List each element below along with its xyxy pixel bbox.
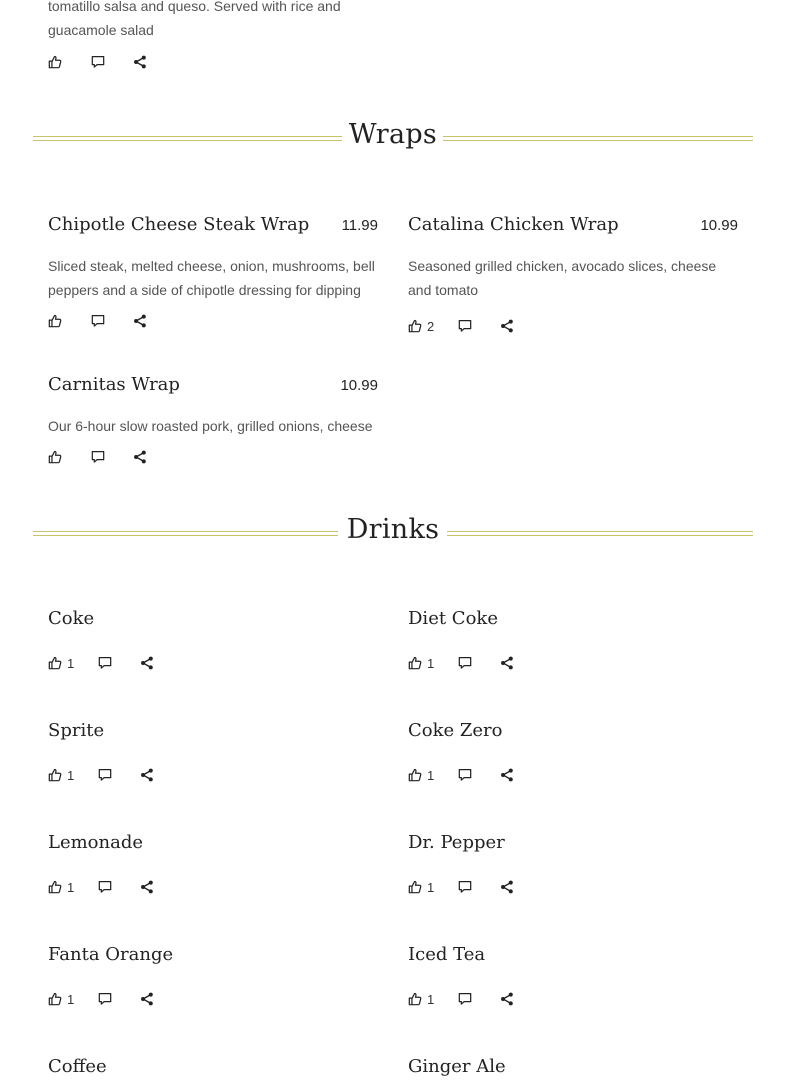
thumbs-up-icon bbox=[48, 992, 62, 1006]
share-icon bbox=[133, 314, 147, 328]
comment-button[interactable] bbox=[98, 656, 112, 670]
share-button[interactable] bbox=[133, 450, 147, 464]
thumbs-up-icon bbox=[408, 880, 422, 894]
like-button[interactable] bbox=[48, 314, 62, 328]
item-price: 10.99 bbox=[340, 377, 378, 394]
item-description: tomatillo salsa and queso. Served with rice and guacamole salad bbox=[48, 0, 341, 38]
section-header-wraps bbox=[33, 118, 753, 158]
item-name: Lemonade bbox=[48, 832, 144, 853]
like-button[interactable] bbox=[48, 450, 62, 464]
like-button[interactable] bbox=[408, 992, 434, 1007]
comment-button[interactable] bbox=[458, 880, 472, 894]
item-name: Coke Zero bbox=[408, 720, 503, 741]
comment-icon bbox=[98, 768, 112, 782]
item-actions bbox=[408, 767, 514, 783]
share-icon bbox=[500, 992, 514, 1006]
like-count: 1 bbox=[427, 879, 435, 895]
like-count: 1 bbox=[67, 991, 75, 1007]
thumbs-up-icon bbox=[48, 880, 62, 894]
comment-icon bbox=[458, 656, 472, 670]
comment-icon bbox=[458, 768, 472, 782]
like-count: 1 bbox=[67, 767, 75, 783]
item-name: Carnitas Wrap bbox=[48, 374, 180, 395]
share-icon bbox=[140, 992, 154, 1006]
share-icon bbox=[500, 768, 514, 782]
comment-button[interactable] bbox=[91, 55, 105, 69]
comment-icon bbox=[458, 880, 472, 894]
share-button[interactable] bbox=[500, 768, 514, 782]
thumbs-up-icon bbox=[48, 314, 62, 328]
like-button[interactable] bbox=[48, 55, 62, 69]
divider bbox=[443, 136, 753, 141]
item-actions bbox=[408, 318, 514, 334]
like-button[interactable] bbox=[408, 880, 434, 895]
share-icon bbox=[500, 880, 514, 894]
comment-button[interactable] bbox=[458, 656, 472, 670]
share-button[interactable] bbox=[500, 880, 514, 894]
share-icon bbox=[140, 768, 154, 782]
share-button[interactable] bbox=[133, 314, 147, 328]
item-name: Diet Coke bbox=[408, 608, 498, 629]
item-price: 11.99 bbox=[341, 217, 378, 234]
section-header-drinks bbox=[33, 513, 753, 553]
item-price: 10.99 bbox=[700, 217, 738, 234]
comment-button[interactable] bbox=[458, 319, 472, 333]
share-icon bbox=[133, 450, 147, 464]
item-description: Seasoned grilled chicken, avocado slices, cheese and tomato bbox=[408, 258, 717, 298]
like-button[interactable] bbox=[408, 656, 434, 671]
thumbs-up-icon bbox=[408, 768, 422, 782]
like-button[interactable] bbox=[408, 319, 434, 334]
share-button[interactable] bbox=[140, 992, 154, 1006]
item-actions bbox=[48, 655, 154, 671]
item-description: Sliced steak, melted cheese, onion, mushrooms, bell peppers and a side of chipotle dressing for dipping bbox=[48, 258, 375, 298]
item-description: Our 6-hour slow roasted pork, grilled onions, cheese bbox=[48, 418, 373, 434]
item-actions bbox=[408, 991, 514, 1007]
item-actions bbox=[48, 449, 147, 465]
share-icon bbox=[133, 55, 147, 69]
comment-button[interactable] bbox=[98, 768, 112, 782]
thumbs-up-icon bbox=[408, 656, 422, 670]
item-actions bbox=[408, 879, 514, 895]
thumbs-up-icon bbox=[48, 450, 62, 464]
like-button[interactable] bbox=[48, 992, 74, 1007]
divider bbox=[447, 531, 753, 536]
thumbs-up-icon bbox=[408, 319, 422, 333]
share-icon bbox=[500, 656, 514, 670]
share-button[interactable] bbox=[500, 319, 514, 333]
thumbs-up-icon bbox=[408, 992, 422, 1006]
comment-icon bbox=[91, 450, 105, 464]
comment-icon bbox=[91, 314, 105, 328]
like-count: 1 bbox=[67, 879, 75, 895]
share-button[interactable] bbox=[500, 992, 514, 1006]
share-button[interactable] bbox=[133, 55, 147, 69]
like-count: 1 bbox=[67, 655, 75, 671]
comment-icon bbox=[458, 992, 472, 1006]
like-count: 2 bbox=[427, 318, 435, 334]
share-button[interactable] bbox=[140, 656, 154, 670]
comment-button[interactable] bbox=[91, 450, 105, 464]
like-count: 1 bbox=[427, 767, 435, 783]
thumbs-up-icon bbox=[48, 768, 62, 782]
item-actions bbox=[48, 991, 154, 1007]
comment-button[interactable] bbox=[91, 314, 105, 328]
item-name: Catalina Chicken Wrap bbox=[408, 214, 619, 235]
section-title: Wraps bbox=[348, 119, 438, 150]
like-count: 1 bbox=[427, 991, 435, 1007]
item-actions bbox=[48, 313, 147, 329]
like-button[interactable] bbox=[48, 656, 74, 671]
item-name: Iced Tea bbox=[408, 944, 486, 965]
item-name: Coke bbox=[48, 608, 95, 629]
item-name: Dr. Pepper bbox=[408, 832, 505, 853]
item-name: Fanta Orange bbox=[48, 944, 174, 965]
item-name: Coffee bbox=[48, 1056, 107, 1077]
section-title: Drinks bbox=[346, 514, 440, 545]
item-name: Chipotle Cheese Steak Wrap bbox=[48, 214, 310, 235]
comment-button[interactable] bbox=[98, 880, 112, 894]
thumbs-up-icon bbox=[48, 656, 62, 670]
comment-icon bbox=[98, 880, 112, 894]
comment-icon bbox=[98, 656, 112, 670]
share-icon bbox=[140, 880, 154, 894]
item-name: Sprite bbox=[48, 720, 105, 741]
item-actions bbox=[48, 879, 154, 895]
comment-button[interactable] bbox=[98, 992, 112, 1006]
comment-icon bbox=[91, 55, 105, 69]
thumbs-up-icon bbox=[48, 55, 62, 69]
like-button[interactable] bbox=[48, 768, 74, 783]
like-button[interactable] bbox=[48, 880, 74, 895]
item-actions bbox=[48, 767, 154, 783]
share-icon bbox=[140, 656, 154, 670]
item-actions bbox=[408, 655, 514, 671]
share-icon bbox=[500, 319, 514, 333]
like-button[interactable] bbox=[408, 768, 434, 783]
share-button[interactable] bbox=[140, 880, 154, 894]
comment-button[interactable] bbox=[458, 992, 472, 1006]
comment-icon bbox=[458, 319, 472, 333]
share-button[interactable] bbox=[140, 768, 154, 782]
item-actions bbox=[48, 54, 147, 70]
comment-icon bbox=[98, 992, 112, 1006]
item-name: Ginger Ale bbox=[408, 1056, 506, 1077]
like-count: 1 bbox=[427, 655, 435, 671]
share-button[interactable] bbox=[500, 656, 514, 670]
comment-button[interactable] bbox=[458, 768, 472, 782]
